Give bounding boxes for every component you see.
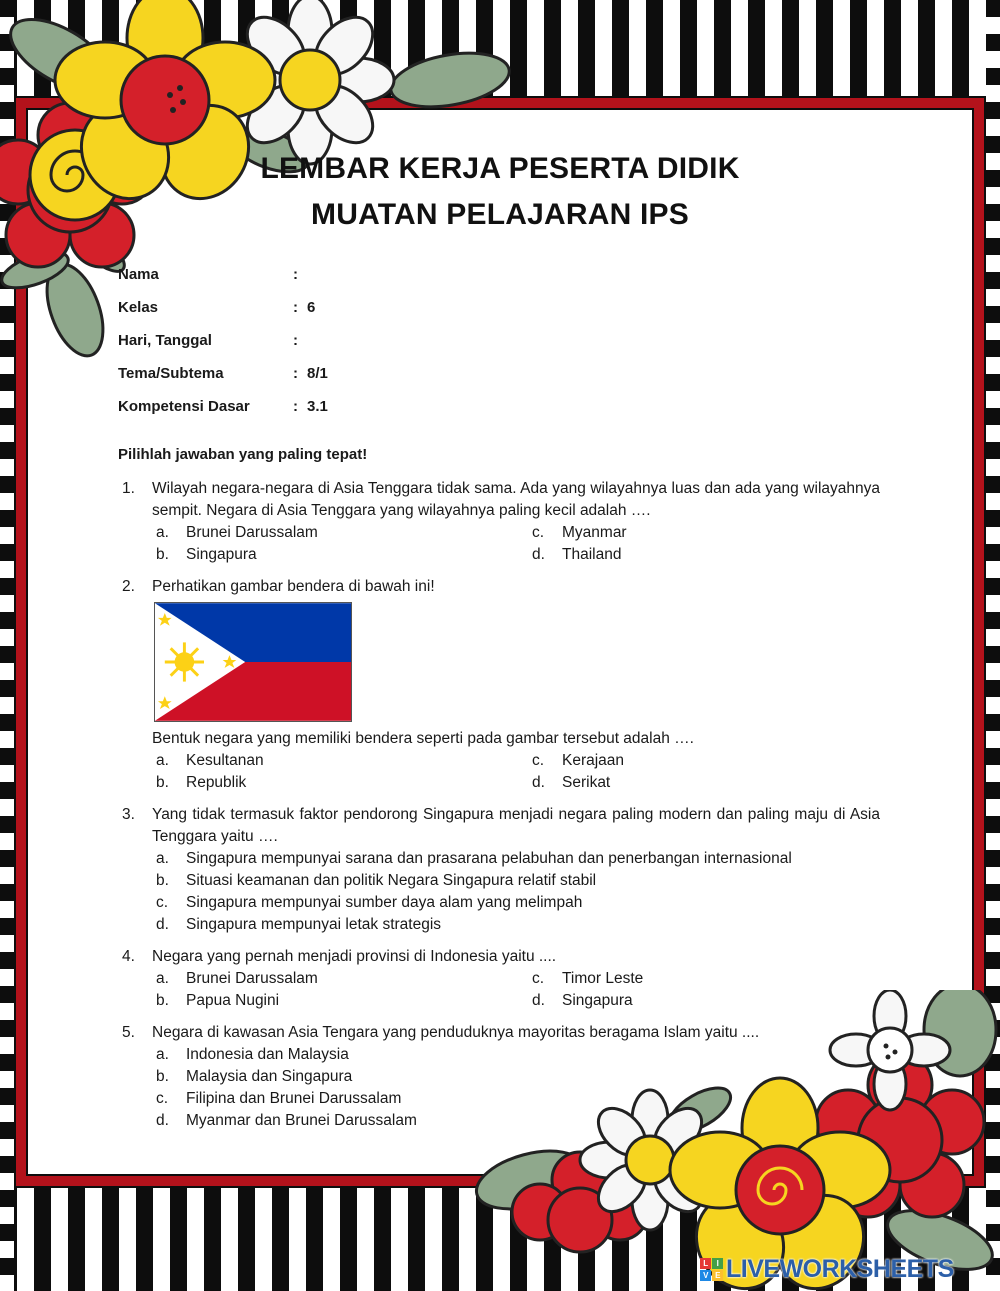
- answer-option[interactable]: [152, 544, 528, 566]
- answer-option[interactable]: [528, 772, 880, 794]
- answer-options: [152, 848, 880, 936]
- answer-option[interactable]: [528, 522, 880, 544]
- option-text: Thailand: [562, 546, 622, 563]
- question-1: [118, 478, 880, 566]
- answer-option[interactable]: [528, 990, 880, 1012]
- identity-value: 6: [307, 299, 316, 316]
- option-text: Timor Leste: [562, 970, 644, 987]
- question-text: Negara yang pernah menjadi provinsi di Indonesia yaitu ....: [152, 948, 557, 965]
- option-text: Serikat: [562, 774, 611, 791]
- option-letter: c.: [156, 1090, 169, 1107]
- option-letter: a.: [156, 524, 169, 541]
- identity-row-kompetensi-dasar: [118, 390, 618, 423]
- option-letter: a.: [156, 752, 169, 769]
- option-letter: d.: [156, 1112, 169, 1129]
- option-letter: b.: [156, 872, 169, 889]
- answer-option[interactable]: [152, 968, 528, 990]
- answer-option[interactable]: [528, 968, 880, 990]
- option-text: Republik: [186, 774, 247, 791]
- answer-option[interactable]: [528, 544, 880, 566]
- answer-option[interactable]: [528, 750, 880, 772]
- worksheet-title: LEMBAR KERJA PESERTA DIDIK: [260, 152, 740, 185]
- option-letter: c.: [156, 894, 169, 911]
- answer-options: [152, 968, 880, 1012]
- identity-label: Hari, Tanggal: [118, 332, 212, 349]
- option-text: Singapura mempunyai letak strategis: [186, 916, 442, 933]
- identity-value: 8/1: [307, 365, 328, 382]
- question-number: 1.: [122, 480, 135, 497]
- student-identity-section: [118, 258, 618, 423]
- answer-options: [152, 1044, 880, 1132]
- answer-option[interactable]: [152, 772, 528, 794]
- option-text: Singapura: [186, 546, 257, 563]
- question-2: [118, 576, 880, 794]
- option-letter: b.: [156, 1068, 169, 1085]
- option-text: Myanmar dan Brunei Darussalam: [186, 1112, 417, 1129]
- identity-label: Tema/Subtema: [118, 365, 224, 382]
- question-list: [118, 478, 880, 1142]
- identity-label: Nama: [118, 266, 159, 283]
- liveworksheets-logo-icon: [700, 1258, 723, 1281]
- question-number: 5.: [122, 1024, 135, 1041]
- question-text: Perhatikan gambar bendera di bawah ini!: [152, 578, 435, 595]
- answer-option[interactable]: [152, 870, 880, 892]
- identity-row-nama: [118, 258, 618, 291]
- identity-colon: :: [293, 266, 298, 283]
- question-number: 2.: [122, 578, 135, 595]
- option-text: Malaysia dan Singapura: [186, 1068, 353, 1085]
- identity-label: Kelas: [118, 299, 159, 316]
- question-number: 4.: [122, 948, 135, 965]
- answer-options: [152, 522, 880, 566]
- answer-option[interactable]: [152, 990, 528, 1012]
- option-letter: a.: [156, 1046, 169, 1063]
- question-text-after-image: Bentuk negara yang memiliki bendera seperti pada gambar tersebut adalah ….: [152, 730, 694, 747]
- logo-letter: I: [712, 1258, 723, 1269]
- answer-option[interactable]: [152, 892, 880, 914]
- answer-option[interactable]: [152, 1110, 880, 1132]
- option-text: Myanmar: [562, 524, 627, 541]
- option-letter: c.: [532, 524, 545, 541]
- logo-letter: L: [700, 1258, 711, 1269]
- option-text: Situasi keamanan dan politik Negara Singapura relatif stabil: [186, 872, 597, 889]
- identity-colon: :: [293, 299, 298, 316]
- option-text: Singapura mempunyai sarana dan prasarana pelabuhan dan penerbangan internasional: [186, 850, 792, 867]
- answer-option[interactable]: [152, 522, 528, 544]
- question-text: Wilayah negara-negara di Asia Tenggara tidak sama. Ada yang wilayahnya luas dan ada yang wilayahnya sempit. Negara di Asia Tenggara yang wilayahnya paling kecil adalah ….: [152, 480, 880, 519]
- option-letter: d.: [532, 992, 545, 1009]
- answer-option[interactable]: [152, 914, 880, 936]
- option-text: Papua Nugini: [186, 992, 280, 1009]
- question-number: 3.: [122, 806, 135, 823]
- identity-colon: :: [293, 332, 298, 349]
- answer-options: [152, 750, 880, 794]
- identity-colon: :: [293, 398, 298, 415]
- identity-value: 3.1: [307, 398, 328, 415]
- option-letter: b.: [156, 774, 169, 791]
- option-letter: d.: [156, 916, 169, 933]
- option-letter: d.: [532, 546, 545, 563]
- answer-option[interactable]: [152, 750, 528, 772]
- flag-image-container: [154, 602, 880, 722]
- logo-letter: E: [712, 1270, 723, 1281]
- answer-option[interactable]: [152, 1088, 880, 1110]
- question-text: Negara di kawasan Asia Tengara yang penduduknya mayoritas beragama Islam yaitu ....: [152, 1024, 760, 1041]
- option-letter: b.: [156, 992, 169, 1009]
- logo-letter: V: [700, 1270, 711, 1281]
- option-letter: b.: [156, 546, 169, 563]
- question-text: Yang tidak termasuk faktor pendorong Singapura menjadi negara paling modern dan paling maju di Asia Tenggara yaitu ….: [152, 806, 880, 845]
- option-text: Brunei Darussalam: [186, 970, 318, 987]
- answer-option[interactable]: [152, 1044, 880, 1066]
- question-3: [118, 804, 880, 936]
- identity-row-hari-tanggal: [118, 324, 618, 357]
- option-letter: c.: [532, 970, 545, 987]
- answer-option[interactable]: [152, 1066, 880, 1088]
- option-text: Singapura: [562, 992, 633, 1009]
- watermark-text: LIVEWORKSHEETS: [726, 1254, 954, 1283]
- question-4: [118, 946, 880, 1012]
- instruction-text: Pilihlah jawaban yang paling tepat!: [118, 446, 368, 463]
- philippines-flag-image: [154, 602, 352, 722]
- option-text: Kerajaan: [562, 752, 625, 769]
- option-letter: c.: [532, 752, 545, 769]
- option-text: Singapura mempunyai sumber daya alam yang melimpah: [186, 894, 583, 911]
- identity-row-kelas: [118, 291, 618, 324]
- question-5: [118, 1022, 880, 1132]
- identity-row-tema-subtema: [118, 357, 618, 390]
- answer-option[interactable]: [152, 848, 880, 870]
- option-text: Brunei Darussalam: [186, 524, 318, 541]
- option-text: Indonesia dan Malaysia: [186, 1046, 349, 1063]
- option-letter: d.: [532, 774, 545, 791]
- identity-colon: :: [293, 365, 298, 382]
- liveworksheets-watermark: [700, 1254, 954, 1284]
- option-text: Filipina dan Brunei Darussalam: [186, 1090, 402, 1107]
- option-text: Kesultanan: [186, 752, 264, 769]
- option-letter: a.: [156, 850, 169, 867]
- identity-label: Kompetensi Dasar: [118, 398, 250, 415]
- option-letter: a.: [156, 970, 169, 987]
- worksheet-subtitle: MUATAN PELAJARAN IPS: [311, 198, 689, 231]
